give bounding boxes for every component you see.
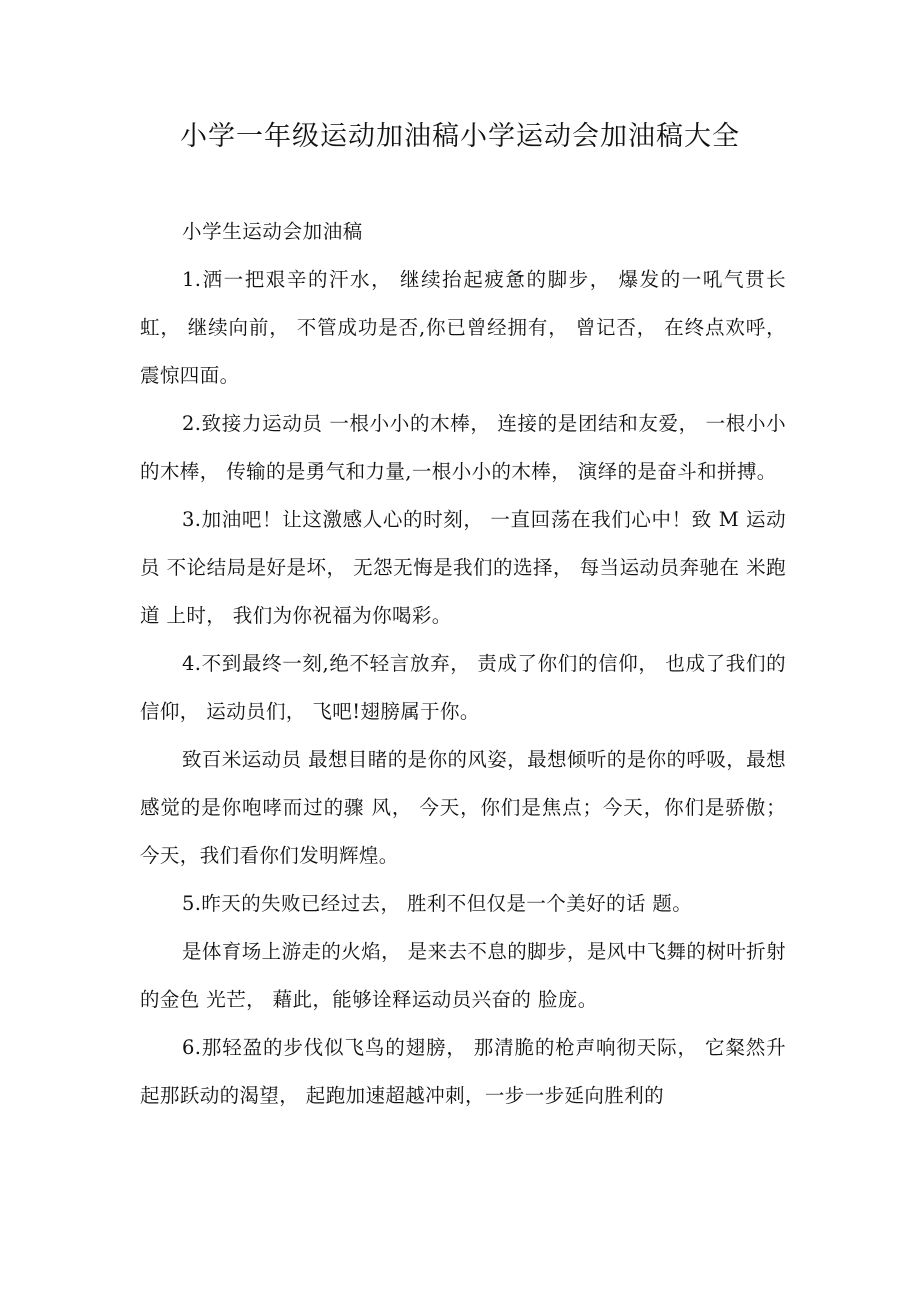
section-heading: 小学生运动会加油稿 [182,220,363,243]
document-title: 小学一年级运动加油稿小学运动会加油稿大全 [180,121,740,152]
paragraph-sprint: 致百米运动员 最想目睹的是你的风姿，最想倾听的是你的呼吸，最想感觉的是你咆哮而过的骤 风， 今天，你们是焦点；今天，你们是骄傲；今天，我们看你们发明辉煌。 [140,748,786,867]
paragraph-4: 4.不到最终一刻,绝不轻言放弃， 责成了你们的信仰， 也成了我们的信仰， 运动员们， 飞吧!翅膀属于你。 [140,652,786,723]
paragraph-6: 6.那轻盈的步伐似飞鸟的翅膀， 那清脆的枪声响彻天际， 它粲然升起那跃动的渴望， 起跑加速超越冲刺，一步一步延向胜利的 [140,1036,786,1107]
paragraph-2: 2.致接力运动员 一根小小的木棒， 连接的是团结和友爱， 一根小小的木棒， 传输的是勇气和力量,一根小小的木棒， 演绎的是奋斗和拼搏。 [140,412,786,483]
paragraph-5: 5.昨天的失败已经过去， 胜利不但仅是一个美好的话 题。 [182,892,693,915]
paragraph-1: 1.洒一把艰辛的汗水， 继续抬起疲惫的脚步， 爆发的一吼气贯长虹， 继续向前， 不管成功是否,你已曾经拥有， 曾记否， 在终点欢呼， 震惊四面。 [140,268,786,387]
paragraph-5-continued: 是体育场上游走的火焰， 是来去不息的脚步，是风中飞舞的树叶折射的金色 光芒， 藉此，能够诠释运动员兴奋的 脸庞。 [140,940,786,1011]
document-body [140,208,786,1120]
paragraph-3: 3.加油吧！让这激感人心的时刻， 一直回荡在我们心中！致 M 运动员 不论结局是好是坏， 无怨无悔是我们的选择， 每当运动员奔驰在 米跑道 上时， 我们为你祝福为你喝彩。 [140,508,786,627]
